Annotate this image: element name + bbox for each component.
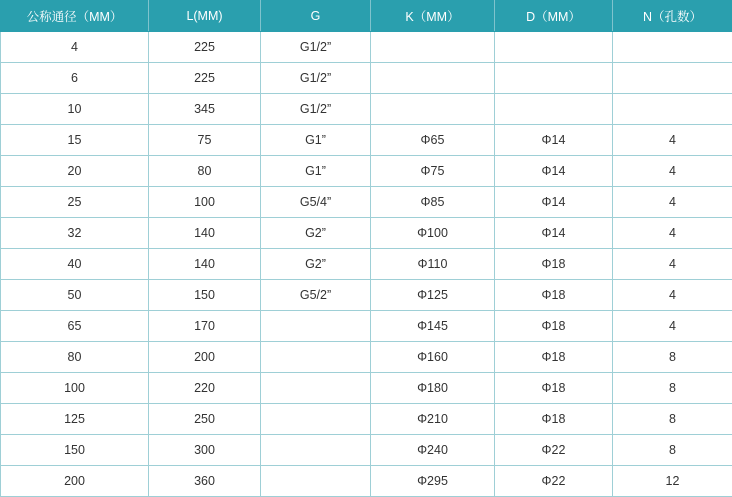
cell-d: Φ18 <box>495 249 613 280</box>
table-body <box>1 32 732 497</box>
cell-d: Φ14 <box>495 218 613 249</box>
cell-d: Φ22 <box>495 466 613 497</box>
cell-length: 200 <box>149 342 261 373</box>
cell-length: 75 <box>149 125 261 156</box>
cell-nominal-diameter: 80 <box>1 342 149 373</box>
cell-length: 140 <box>149 249 261 280</box>
cell-length: 345 <box>149 94 261 125</box>
cell-nominal-diameter: 20 <box>1 156 149 187</box>
column-header-d: D（MM） <box>495 1 613 32</box>
column-header-n: N（孔数） <box>613 1 732 32</box>
cell-k: Φ145 <box>371 311 495 342</box>
cell-g <box>261 404 371 435</box>
table-row <box>1 63 732 94</box>
cell-n: 4 <box>613 218 732 249</box>
cell-k: Φ125 <box>371 280 495 311</box>
column-header-g: G <box>261 1 371 32</box>
cell-n: 4 <box>613 187 732 218</box>
cell-n: 8 <box>613 342 732 373</box>
column-header-k: K（MM） <box>371 1 495 32</box>
cell-k: Φ100 <box>371 218 495 249</box>
cell-g <box>261 466 371 497</box>
table-row <box>1 311 732 342</box>
cell-length: 100 <box>149 187 261 218</box>
cell-n: 12 <box>613 466 732 497</box>
cell-n <box>613 32 732 63</box>
cell-nominal-diameter: 150 <box>1 435 149 466</box>
cell-n <box>613 63 732 94</box>
cell-n: 4 <box>613 156 732 187</box>
table-row <box>1 218 732 249</box>
cell-d: Φ18 <box>495 342 613 373</box>
cell-g: G2” <box>261 249 371 280</box>
table-header <box>1 1 732 32</box>
table-row <box>1 249 732 280</box>
cell-d <box>495 63 613 94</box>
table-row <box>1 466 732 497</box>
cell-k: Φ210 <box>371 404 495 435</box>
cell-n: 8 <box>613 373 732 404</box>
cell-k: Φ85 <box>371 187 495 218</box>
column-header-nominal-diameter: 公称通径（MM） <box>1 1 149 32</box>
cell-k <box>371 32 495 63</box>
cell-k: Φ160 <box>371 342 495 373</box>
cell-nominal-diameter: 50 <box>1 280 149 311</box>
table-row <box>1 156 732 187</box>
cell-d: Φ18 <box>495 280 613 311</box>
cell-g <box>261 342 371 373</box>
table-row <box>1 32 732 63</box>
cell-d: Φ18 <box>495 373 613 404</box>
cell-nominal-diameter: 6 <box>1 63 149 94</box>
cell-nominal-diameter: 65 <box>1 311 149 342</box>
cell-length: 225 <box>149 32 261 63</box>
cell-g: G5/4” <box>261 187 371 218</box>
cell-nominal-diameter: 100 <box>1 373 149 404</box>
cell-length: 150 <box>149 280 261 311</box>
cell-d <box>495 32 613 63</box>
cell-n: 4 <box>613 311 732 342</box>
cell-g <box>261 311 371 342</box>
cell-k <box>371 94 495 125</box>
cell-k: Φ110 <box>371 249 495 280</box>
cell-nominal-diameter: 10 <box>1 94 149 125</box>
cell-n: 4 <box>613 249 732 280</box>
cell-length: 360 <box>149 466 261 497</box>
cell-g: G1” <box>261 156 371 187</box>
table-row <box>1 342 732 373</box>
cell-d: Φ14 <box>495 156 613 187</box>
cell-nominal-diameter: 40 <box>1 249 149 280</box>
table-row <box>1 187 732 218</box>
cell-length: 250 <box>149 404 261 435</box>
cell-nominal-diameter: 200 <box>1 466 149 497</box>
cell-d: Φ14 <box>495 125 613 156</box>
cell-k: Φ75 <box>371 156 495 187</box>
cell-k: Φ65 <box>371 125 495 156</box>
cell-k <box>371 63 495 94</box>
table-row <box>1 94 732 125</box>
cell-length: 225 <box>149 63 261 94</box>
cell-k: Φ180 <box>371 373 495 404</box>
cell-length: 170 <box>149 311 261 342</box>
cell-length: 300 <box>149 435 261 466</box>
cell-d: Φ14 <box>495 187 613 218</box>
cell-g: G1/2” <box>261 63 371 94</box>
cell-nominal-diameter: 125 <box>1 404 149 435</box>
cell-g <box>261 373 371 404</box>
cell-n: 4 <box>613 280 732 311</box>
table-row <box>1 404 732 435</box>
cell-d: Φ22 <box>495 435 613 466</box>
cell-nominal-diameter: 25 <box>1 187 149 218</box>
table-row <box>1 435 732 466</box>
cell-g <box>261 435 371 466</box>
column-header-length: L(MM) <box>149 1 261 32</box>
cell-d: Φ18 <box>495 311 613 342</box>
table-row <box>1 373 732 404</box>
cell-g: G1/2” <box>261 94 371 125</box>
cell-d <box>495 94 613 125</box>
table-row <box>1 125 732 156</box>
cell-nominal-diameter: 4 <box>1 32 149 63</box>
cell-g: G1” <box>261 125 371 156</box>
cell-k: Φ240 <box>371 435 495 466</box>
cell-k: Φ295 <box>371 466 495 497</box>
cell-n: 8 <box>613 404 732 435</box>
cell-length: 80 <box>149 156 261 187</box>
cell-length: 220 <box>149 373 261 404</box>
table-header-row <box>1 1 732 32</box>
cell-g: G2” <box>261 218 371 249</box>
cell-length: 140 <box>149 218 261 249</box>
cell-n: 4 <box>613 125 732 156</box>
cell-n <box>613 94 732 125</box>
cell-g: G1/2” <box>261 32 371 63</box>
table-row <box>1 280 732 311</box>
cell-n: 8 <box>613 435 732 466</box>
cell-d: Φ18 <box>495 404 613 435</box>
cell-nominal-diameter: 15 <box>1 125 149 156</box>
cell-g: G5/2” <box>261 280 371 311</box>
cell-nominal-diameter: 32 <box>1 218 149 249</box>
